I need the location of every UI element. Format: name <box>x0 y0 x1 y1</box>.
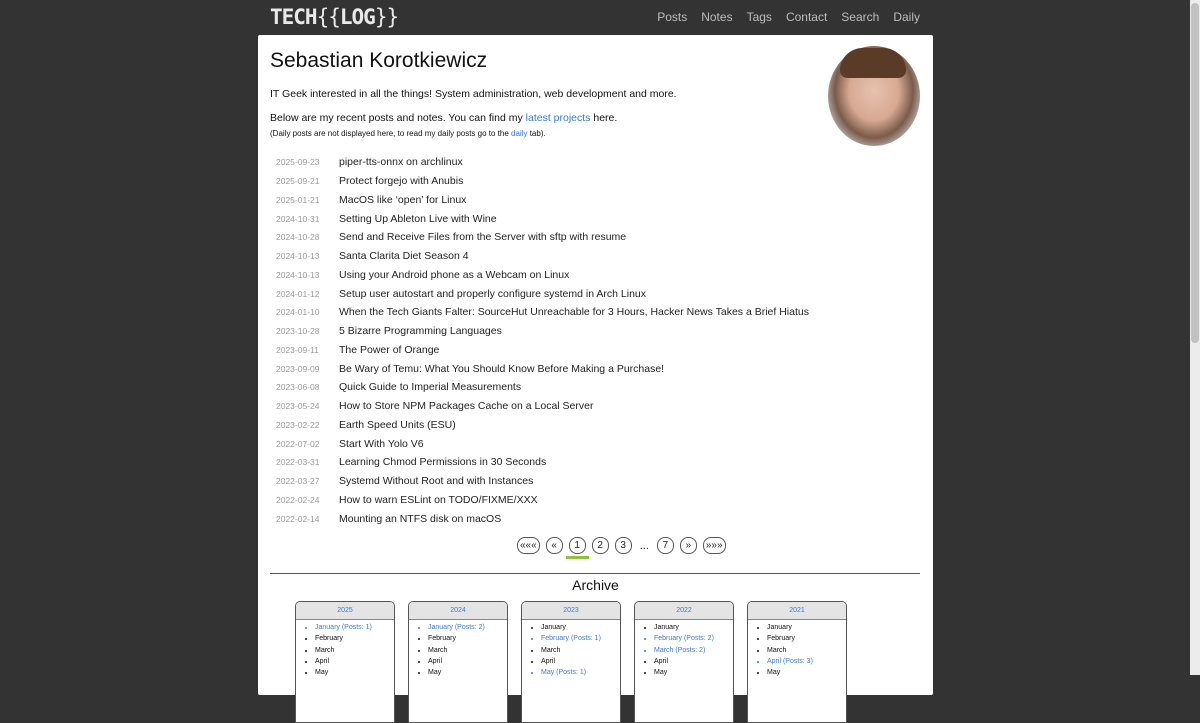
post-title-link[interactable]: Learning Chmod Permissions in 30 Seconds <box>339 456 547 469</box>
archive-month: • April <box>654 656 733 667</box>
post-title-link[interactable]: Mounting an NTFS disk on macOS <box>339 512 502 525</box>
post-date: 2024-10-13 <box>276 269 320 280</box>
post-date: 2022-03-31 <box>276 457 320 468</box>
post-date: 2023-05-24 <box>276 401 320 412</box>
archive-heading: Archive <box>572 577 619 593</box>
daily-note-suffix: tab). <box>527 129 546 138</box>
archive-month: • February <box>767 633 846 644</box>
archive-month-list <box>522 622 620 678</box>
daily-link[interactable]: daily <box>511 129 528 138</box>
post-list-item <box>276 434 809 453</box>
daily-posts-note <box>270 129 546 138</box>
post-title-link[interactable]: Send and Receive Files from the Server with sftp with resume <box>339 231 627 244</box>
archive-month-list <box>296 622 394 678</box>
post-date: 2025-09-23 <box>276 157 320 168</box>
post-list-item <box>276 509 809 528</box>
archive-month-link[interactable]: • May (Posts: 1) <box>541 667 620 678</box>
post-title-link[interactable]: How to warn ESLint on TODO/FIXME/XXX <box>339 493 538 506</box>
post-list-item <box>276 341 809 360</box>
archive-month-link[interactable]: • January (Posts: 1) <box>315 622 394 633</box>
post-title-link[interactable]: Earth Speed Units (ESU) <box>339 418 456 431</box>
archive-month: • January <box>767 622 846 633</box>
archive-year-link[interactable]: 2023 <box>522 602 620 620</box>
post-list-item <box>276 472 809 491</box>
recent-posts-intro <box>270 112 617 124</box>
archive-month: • March <box>541 645 620 656</box>
post-list-item <box>276 209 809 228</box>
scrollbar-thumb[interactable] <box>1191 3 1199 343</box>
pagination-prev-button[interactable]: « <box>546 537 563 554</box>
post-list-item <box>276 228 809 247</box>
daily-note-text: (Daily posts are not displayed here, to read my daily posts go to the <box>270 129 512 138</box>
page-scrollbar[interactable] <box>1190 0 1200 675</box>
archive-years <box>295 601 847 723</box>
author-name: Sebastian Korotkiewicz <box>270 49 488 72</box>
archive-month: • February <box>315 633 394 644</box>
pagination-page-1[interactable]: 1 <box>569 537 586 554</box>
archive-year-2021 <box>747 601 847 723</box>
archive-month-link[interactable]: • April (Posts: 3) <box>767 656 846 667</box>
nav-notes[interactable]: Notes <box>701 10 733 24</box>
post-list-item <box>276 153 809 172</box>
nav-contact[interactable]: Contact <box>785 10 828 24</box>
post-date: 2024-10-31 <box>276 213 320 224</box>
post-date: 2024-10-13 <box>276 251 320 262</box>
archive-month: • March <box>428 645 507 656</box>
post-list-item <box>276 284 809 303</box>
archive-month: • May <box>315 667 394 678</box>
pagination-ellipsis: ... <box>639 539 649 552</box>
archive-month: • May <box>654 667 733 678</box>
pagination-next-button[interactable]: » <box>680 537 697 554</box>
archive-month: • January <box>541 622 620 633</box>
nav-tags[interactable]: Tags <box>746 10 772 24</box>
archive-year-2025 <box>295 601 395 723</box>
latest-projects-link[interactable]: latest projects <box>525 112 591 124</box>
post-title-link[interactable]: Be Wary of Temu: What You Should Know Before Making a Purchase! <box>339 362 665 375</box>
post-date: 2024-01-10 <box>276 307 320 318</box>
post-date: 2024-10-28 <box>276 232 320 243</box>
post-date: 2023-10-28 <box>276 326 320 337</box>
post-date: 2022-07-02 <box>276 438 320 449</box>
main-nav <box>657 10 920 24</box>
archive-month: • February <box>428 633 507 644</box>
logo-brace-close: } <box>386 5 399 29</box>
pagination-page-last[interactable]: 7 <box>657 537 674 554</box>
post-title-link[interactable]: Protect forgejo with Anubis <box>339 175 464 188</box>
post-date: 2025-09-21 <box>276 176 320 187</box>
post-list-item <box>276 491 809 510</box>
post-list-item <box>276 172 809 191</box>
archive-month-link[interactable]: • February (Posts: 2) <box>654 633 733 644</box>
post-date: 2023-02-22 <box>276 419 320 430</box>
post-list-item <box>276 453 809 472</box>
post-date: 2025-01-21 <box>276 194 320 205</box>
archive-month: • March <box>315 645 394 656</box>
post-list-item <box>276 266 809 285</box>
archive-month: • April <box>541 656 620 667</box>
logo-brace-close-inner: } <box>374 5 387 29</box>
post-title-link[interactable]: Quick Guide to Imperial Measurements <box>339 381 522 394</box>
site-logo[interactable] <box>270 5 398 29</box>
post-title-link[interactable]: Start With Yolo V6 <box>339 437 424 450</box>
post-title-link[interactable]: Systemd Without Root and with Instances <box>339 475 534 488</box>
pagination-first-button[interactable]: ««« <box>517 537 540 554</box>
archive-month: • January <box>654 622 733 633</box>
archive-month-list <box>409 622 507 678</box>
archive-year-link[interactable]: 2021 <box>748 602 846 620</box>
pagination-last-button[interactable]: »»» <box>703 537 726 554</box>
archive-month-list <box>748 622 846 678</box>
post-title-link[interactable]: Santa Clarita Diet Season 4 <box>339 250 469 263</box>
nav-search[interactable]: Search <box>841 10 880 24</box>
archive-month-link[interactable]: • January (Posts: 2) <box>428 622 507 633</box>
archive-month: • May <box>767 667 846 678</box>
post-list-item <box>276 322 809 341</box>
logo-brace-open-inner: { <box>328 5 340 29</box>
post-list-item <box>276 359 809 378</box>
archive-year-link[interactable]: 2025 <box>296 602 394 620</box>
nav-daily[interactable]: Daily <box>893 10 920 24</box>
post-list-item <box>276 191 809 210</box>
archive-month: • April <box>428 656 507 667</box>
archive-month-link[interactable]: • March (Posts: 2) <box>654 645 733 656</box>
post-title-link[interactable]: How to Store NPM Packages Cache on a Local Server <box>339 400 594 413</box>
post-title-link[interactable]: Setup user autostart and properly configure systemd in Arch Linux <box>339 287 647 300</box>
avatar-hair <box>840 48 906 78</box>
logo-text-tech: TECH <box>270 5 317 29</box>
post-date: 2023-09-09 <box>276 363 320 374</box>
archive-month: • April <box>315 656 394 667</box>
post-list-item <box>276 416 809 435</box>
archive-year-2022 <box>634 601 734 723</box>
post-title-link[interactable]: 5 Bizarre Programming Languages <box>339 325 502 338</box>
pagination <box>517 537 726 554</box>
post-list-item <box>276 247 809 266</box>
archive-year-2023 <box>521 601 621 723</box>
post-title-link[interactable]: The Power of Orange <box>339 343 440 356</box>
archive-month-list <box>635 622 733 678</box>
post-title-link[interactable]: piper-tts-onnx on archlinux <box>339 156 463 169</box>
post-list-item <box>276 303 809 322</box>
post-date: 2024-01-12 <box>276 288 320 299</box>
main-content-card <box>258 35 933 695</box>
post-date: 2023-09-11 <box>276 344 319 355</box>
pagination-page-2[interactable]: 2 <box>592 537 609 554</box>
archive-year-link[interactable]: 2022 <box>635 602 733 620</box>
recent-intro-suffix: here. <box>590 112 618 124</box>
top-navigation-bar <box>0 0 1190 35</box>
author-intro: IT Geek interested in all the things! System administration, web development and more. <box>270 88 677 100</box>
post-date: 2022-02-14 <box>276 513 320 524</box>
author-avatar <box>828 46 920 146</box>
post-date: 2022-03-27 <box>276 476 320 487</box>
post-title-link[interactable]: MacOS like ‘open’ for Linux <box>339 193 467 206</box>
archive-month: • March <box>767 645 846 656</box>
post-list <box>276 153 809 528</box>
post-date: 2023-06-08 <box>276 382 320 393</box>
archive-month-link[interactable]: • February (Posts: 1) <box>541 633 620 644</box>
post-date: 2022-02-24 <box>276 494 320 505</box>
archive-year-2024 <box>408 601 508 723</box>
post-list-item <box>276 378 809 397</box>
archive-month: • May <box>428 667 507 678</box>
post-title-link[interactable]: When the Tech Giants Falter: SourceHut Unreachable for 3 Hours, Hacker News Takes a Brief Hiatus <box>339 306 809 319</box>
post-list-item <box>276 397 809 416</box>
post-title-link[interactable]: Setting Up Ableton Live with Wine <box>339 212 497 225</box>
nav-posts[interactable]: Posts <box>657 10 688 24</box>
logo-text-log: LOG <box>339 5 375 29</box>
post-title-link[interactable]: Using your Android phone as a Webcam on Linux <box>339 268 570 281</box>
archive-divider <box>270 573 920 574</box>
pagination-page-3[interactable]: 3 <box>615 537 632 554</box>
archive-year-link[interactable]: 2024 <box>409 602 507 620</box>
recent-intro-text: Below are my recent posts and notes. You can find my <box>270 112 526 124</box>
logo-brace-open: { <box>316 5 329 29</box>
